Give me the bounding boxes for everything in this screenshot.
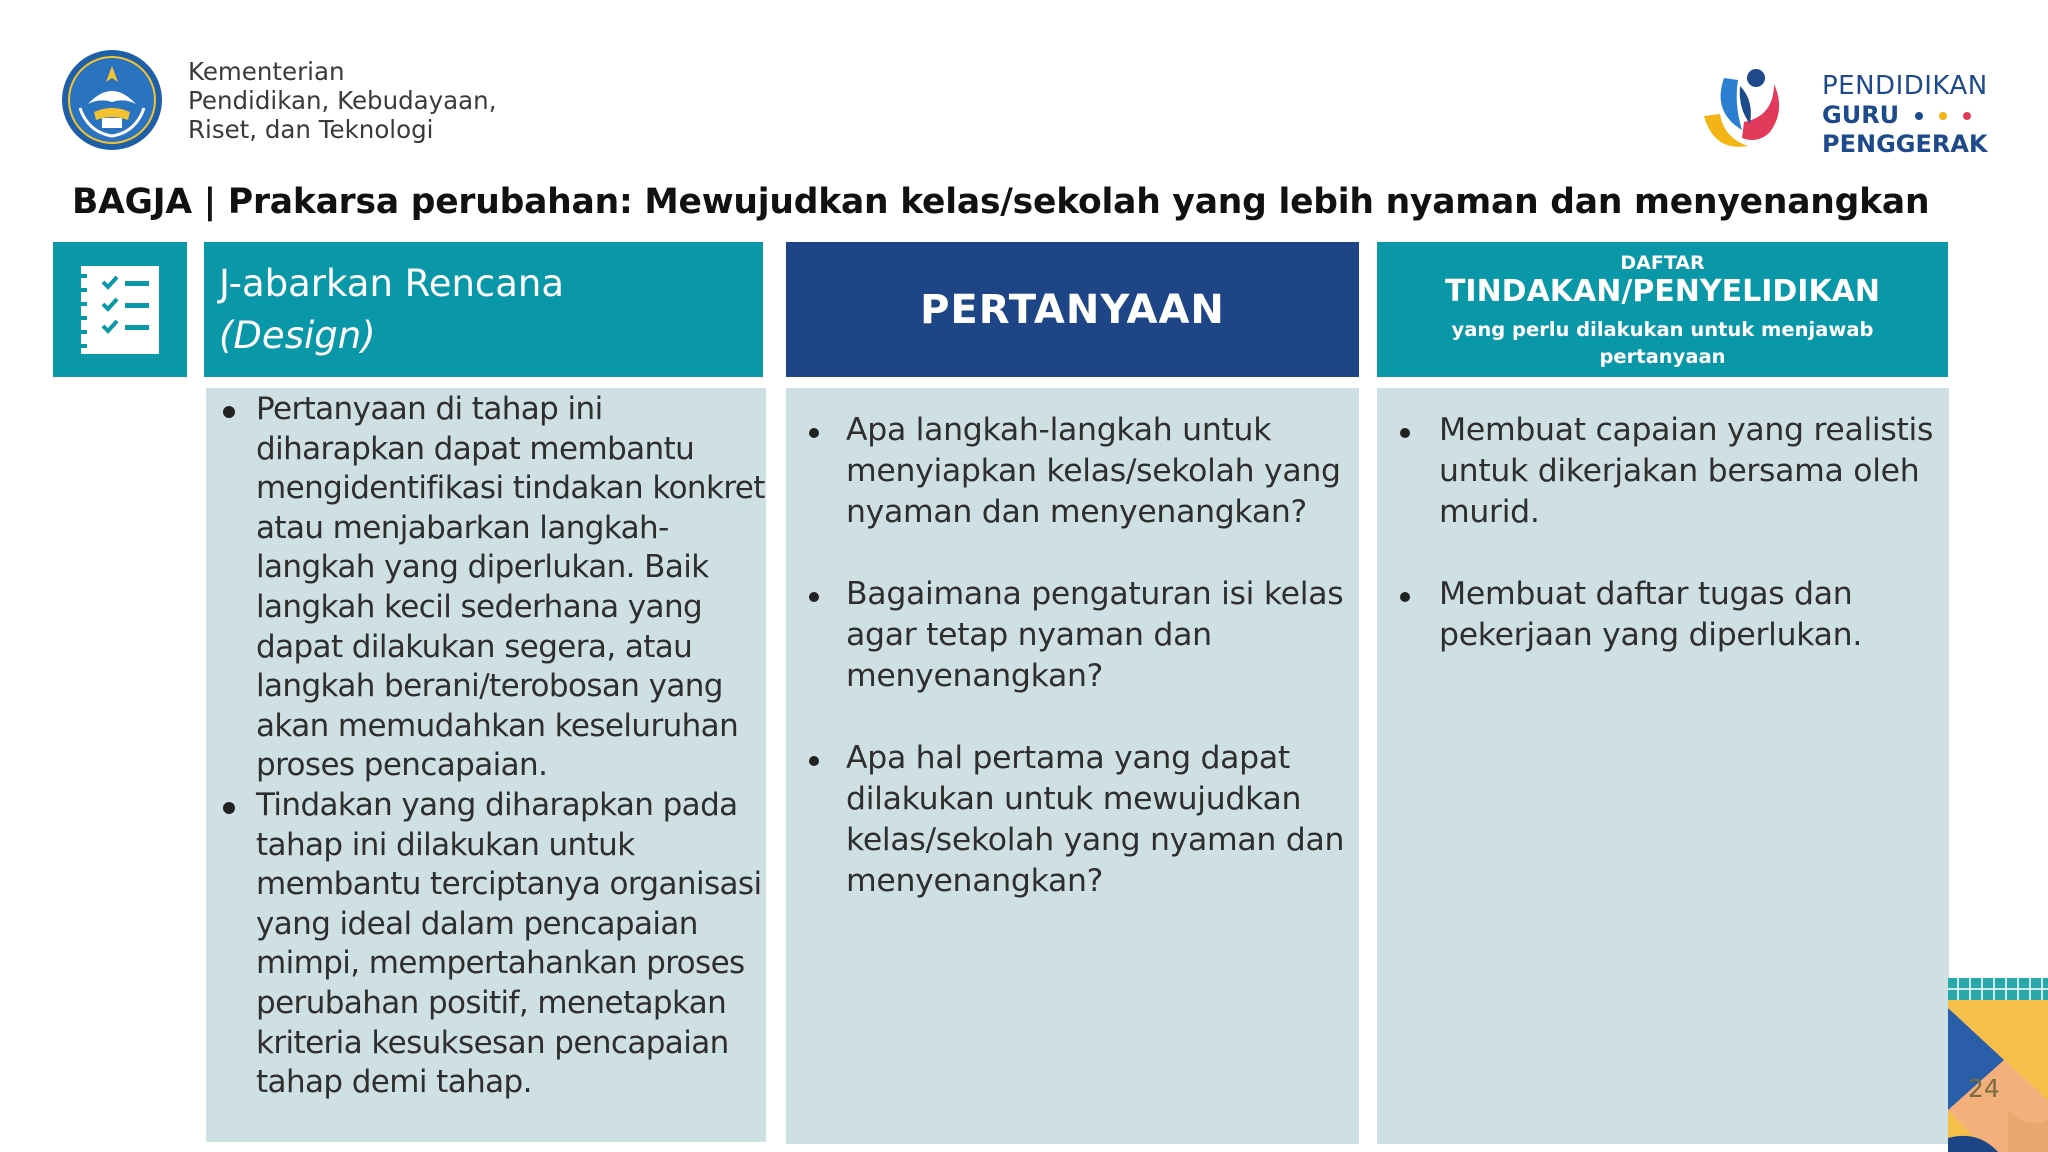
list-item: Pertanyaan di tahap ini diharapkan dapat membantu mengidentifikasi tindakan konkret atau menjabarkan langkah-langkah yang diperlukan. Baik langkah kecil sederhana yang dapat dilakukan segera, atau langkah berani/terobosan yang akan memudahkan keseluruhan proses pencapaian.	[256, 390, 766, 786]
actions-panel	[1377, 388, 1949, 1144]
actions-list	[1439, 410, 1939, 697]
list-item: Membuat capaian yang realistis untuk dikerjakan bersama oleh murid.	[1439, 410, 1939, 533]
checklist-box	[53, 242, 187, 377]
design-list	[256, 390, 766, 1103]
ministry-name	[188, 57, 497, 144]
program-line: PENDIDIKAN	[1822, 71, 1988, 101]
design-column-header	[204, 242, 763, 377]
actions-column-header	[1377, 242, 1948, 377]
ministry-line: Kementerian	[188, 57, 345, 86]
dot-icon	[1963, 112, 1971, 120]
questions-title: PERTANYAAN	[920, 286, 1225, 333]
actions-title-sub: yang perlu dilakukan untuk menjawab pertanyaan	[1451, 318, 1874, 368]
page-number: 24	[1968, 1074, 2000, 1103]
questions-panel	[786, 388, 1359, 1144]
ministry-line: Riset, dan Teknologi	[188, 115, 434, 144]
list-item: Tindakan yang diharapkan pada tahap ini dilakukan untuk membantu terciptanya organisasi yang ideal dalam pencapaian mimpi, mempertahankan proses perubahan positif, menetapkan kriteria kesuksesan pencapaian tahap demi tahap.	[256, 786, 766, 1103]
design-subtitle: (Design)	[219, 314, 376, 357]
corner-decoration-icon	[1948, 960, 2048, 1152]
checklist-icon	[53, 242, 187, 377]
dot-icon	[1939, 112, 1947, 120]
list-item: Apa langkah-langkah untuk menyiapkan kelas/sekolah yang nyaman dan menyenangkan?	[846, 410, 1346, 533]
ministry-line: Pendidikan, Kebudayaan,	[188, 86, 497, 115]
questions-list	[846, 410, 1346, 943]
program-line-with-dots	[1822, 101, 1988, 130]
program-name	[1822, 72, 1988, 159]
actions-title-main: TINDAKAN/PENYELIDIKAN	[1444, 274, 1881, 309]
actions-title-small: DAFTAR	[1620, 252, 1705, 274]
questions-column-header	[786, 242, 1359, 377]
design-title: J-abarkan Rencana	[219, 262, 565, 305]
list-item: Bagaimana pengaturan isi kelas agar tetap nyaman dan menyenangkan?	[846, 574, 1346, 697]
slide-title: BAGJA | Prakarsa perubahan: Mewujudkan kelas/sekolah yang lebih nyaman dan menyenangkan	[72, 182, 1930, 222]
list-item: Apa hal pertama yang dapat dilakukan untuk mewujudkan kelas/sekolah yang nyaman dan menyenangkan?	[846, 738, 1346, 902]
guru-penggerak-logo-icon	[1694, 60, 1794, 156]
dot-icon	[1915, 112, 1923, 120]
design-panel	[206, 388, 766, 1142]
program-line: GURU	[1822, 101, 1900, 129]
list-item: Membuat daftar tugas dan pekerjaan yang diperlukan.	[1439, 574, 1939, 656]
program-line: PENGGERAK	[1822, 130, 1988, 158]
kemdikbud-logo-icon	[58, 48, 166, 152]
